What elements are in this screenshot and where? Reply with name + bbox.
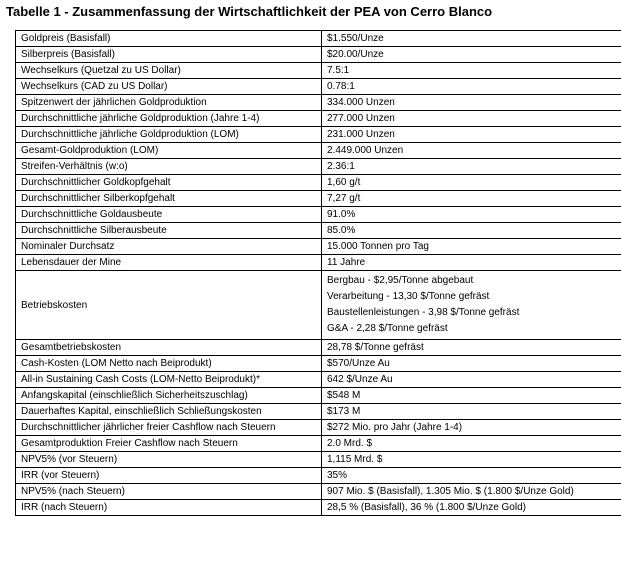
table-row [16,500,621,516]
row-value: 2.0 Mrd. $ [322,436,621,452]
row-label: Durchschnittlicher Silberkopfgehalt [16,191,322,207]
table-row [16,436,621,452]
row-label: All-in Sustaining Cash Costs (LOM-Netto Beiprodukt)* [16,372,322,388]
row-label: Lebensdauer der Mine [16,255,322,271]
row-value: 1,115 Mrd. $ [322,452,621,468]
row-label: Spitzenwert der jährlichen Goldproduktion [16,95,322,111]
row-label: NPV5% (vor Steuern) [16,452,322,468]
row-value: 2.449.000 Unzen [322,143,621,159]
row-value: 35% [322,468,621,484]
table-row [16,468,621,484]
row-label: Goldpreis (Basisfall) [16,31,322,47]
row-label: Dauerhaftes Kapital, einschließlich Schließungskosten [16,404,322,420]
row-label: IRR (nach Steuern) [16,500,322,516]
row-label: Silberpreis (Basisfall) [16,47,322,63]
table-row [16,95,621,111]
row-value: $20.00/Unze [322,47,621,63]
row-value: 0.78:1 [322,79,621,95]
row-value: 91.0% [322,207,621,223]
cost-line-processing: Verarbeitung - 13,30 $/Tonne gefräst [327,291,490,302]
row-label: Wechselkurs (Quetzal zu US Dollar) [16,63,322,79]
table-row [16,175,621,191]
row-label: Wechselkurs (CAD zu US Dollar) [16,79,322,95]
row-label: Durchschnittliche jährliche Goldproduktion (Jahre 1-4) [16,111,322,127]
row-value: $570/Unze Au [322,356,621,372]
row-label: Cash-Kosten (LOM Netto nach Beiprodukt) [16,356,322,372]
cost-line-mining: Bergbau - $2,95/Tonne abgebaut [327,275,474,286]
table-row [16,372,621,388]
row-value: 907 Mio. $ (Basisfall), 1.305 Mio. $ (1.800 $/Unze Gold) [322,484,621,500]
table-row [16,111,621,127]
row-value: 15.000 Tonnen pro Tag [322,239,621,255]
table-row [16,239,621,255]
table-row [16,484,621,500]
row-label: IRR (vor Steuern) [16,468,322,484]
table-row [16,143,621,159]
table-row [16,452,621,468]
table-row [16,223,621,239]
table-row [16,356,621,372]
table-row [16,31,621,47]
row-label: Nominaler Durchsatz [16,239,322,255]
operating-costs-breakdown [322,271,621,340]
row-value: $173 M [322,404,621,420]
row-label: Durchschnittlicher Goldkopfgehalt [16,175,322,191]
table-row [16,420,621,436]
row-value: $272 Mio. pro Jahr (Jahre 1-4) [322,420,621,436]
table-row [16,47,621,63]
row-value: 28,78 $/Tonne gefräst [322,340,621,356]
row-value: 231.000 Unzen [322,127,621,143]
table-row [16,340,621,356]
table-row [16,127,621,143]
row-label: Durchschnittliche jährliche Goldproduktion (LOM) [16,127,322,143]
row-label: Streifen-Verhältnis (w:o) [16,159,322,175]
table-row [16,79,621,95]
row-value: 11 Jahre [322,255,621,271]
table-row [16,159,621,175]
row-label: Durchschnittliche Goldausbeute [16,207,322,223]
table-row [16,404,621,420]
table-row-operating-costs [16,271,621,340]
row-label: Gesamt-Goldproduktion (LOM) [16,143,322,159]
row-label: NPV5% (nach Steuern) [16,484,322,500]
row-value: 7.5:1 [322,63,621,79]
table-row [16,191,621,207]
row-value: 1,60 g/t [322,175,621,191]
row-value: 642 $/Unze Au [322,372,621,388]
table-row [16,255,621,271]
row-value: $548 M [322,388,621,404]
row-label: Betriebskosten [16,271,322,340]
row-value: 7,27 g/t [322,191,621,207]
row-value: $1.550/Unze [322,31,621,47]
row-label: Gesamtproduktion Freier Cashflow nach Steuern [16,436,322,452]
row-value: 28,5 % (Basisfall), 36 % (1.800 $/Unze Gold) [322,500,621,516]
row-value: 2.36:1 [322,159,621,175]
row-label: Durchschnittlicher jährlicher freier Cashflow nach Steuern [16,420,322,436]
cost-line-g-and-a: G&A - 2,28 $/Tonne gefräst [327,323,448,334]
table-row [16,207,621,223]
cost-line-site-services: Baustellenleistungen - 3,98 $/Tonne gefräst [327,307,520,318]
table-row [16,388,621,404]
row-value: 277.000 Unzen [322,111,621,127]
row-value: 334.000 Unzen [322,95,621,111]
table-row [16,63,621,79]
economics-summary-table [15,30,621,516]
row-label: Gesamtbetriebskosten [16,340,322,356]
row-label: Anfangskapital (einschließlich Sicherheitszuschlag) [16,388,322,404]
row-label: Durchschnittliche Silberausbeute [16,223,322,239]
table-title: Tabelle 1 - Zusammenfassung der Wirtschaftlichkeit der PEA von Cerro Blanco [6,4,493,19]
row-value: 85.0% [322,223,621,239]
